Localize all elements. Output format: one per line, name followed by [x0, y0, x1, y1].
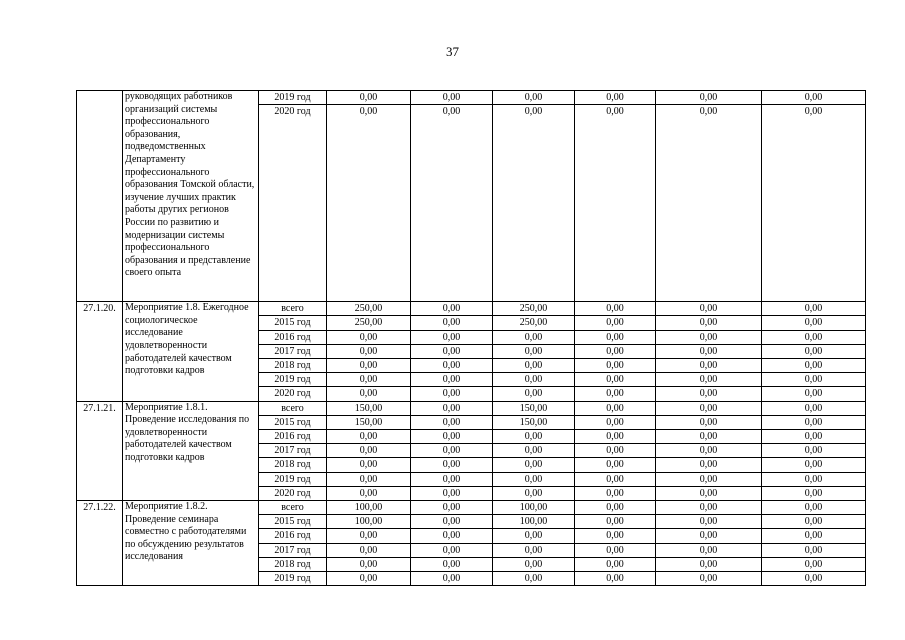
value-cell: 150,00	[327, 401, 411, 415]
table-body	[77, 91, 866, 586]
value-cell: 0,00	[411, 359, 493, 373]
year-cell: 2018 год	[259, 458, 327, 472]
value-cell: 0,00	[656, 515, 762, 529]
value-cell: 0,00	[656, 105, 762, 302]
value-cell: 0,00	[493, 105, 575, 302]
value-cell: 0,00	[575, 529, 656, 543]
value-cell: 0,00	[411, 572, 493, 586]
value-cell: 0,00	[762, 543, 866, 557]
code-cell: 27.1.21.	[77, 401, 123, 500]
value-cell: 0,00	[411, 316, 493, 330]
year-cell: 2018 год	[259, 557, 327, 571]
value-cell: 150,00	[493, 415, 575, 429]
value-cell: 0,00	[656, 359, 762, 373]
year-cell: 2016 год	[259, 430, 327, 444]
value-cell: 0,00	[762, 330, 866, 344]
value-cell: 0,00	[493, 543, 575, 557]
code-cell: 27.1.20.	[77, 302, 123, 401]
value-cell: 0,00	[327, 472, 411, 486]
value-cell: 0,00	[656, 501, 762, 515]
value-cell: 0,00	[575, 501, 656, 515]
value-cell: 0,00	[327, 557, 411, 571]
value-cell: 150,00	[493, 401, 575, 415]
code-cell: 27.1.22.	[77, 501, 123, 586]
value-cell: 0,00	[575, 458, 656, 472]
value-cell: 0,00	[411, 486, 493, 500]
value-cell: 0,00	[327, 430, 411, 444]
value-cell: 0,00	[656, 486, 762, 500]
value-cell: 0,00	[575, 344, 656, 358]
value-cell: 0,00	[656, 430, 762, 444]
value-cell: 0,00	[493, 458, 575, 472]
value-cell: 250,00	[327, 302, 411, 316]
value-cell: 0,00	[762, 529, 866, 543]
value-cell: 0,00	[411, 401, 493, 415]
value-cell: 0,00	[411, 543, 493, 557]
value-cell: 0,00	[762, 430, 866, 444]
value-cell: 0,00	[493, 472, 575, 486]
value-cell: 0,00	[411, 387, 493, 401]
value-cell: 0,00	[411, 430, 493, 444]
year-cell: 2019 год	[259, 572, 327, 586]
year-cell: всего	[259, 401, 327, 415]
value-cell: 0,00	[575, 373, 656, 387]
value-cell: 0,00	[575, 316, 656, 330]
value-cell: 0,00	[327, 344, 411, 358]
value-cell: 100,00	[493, 515, 575, 529]
value-cell: 0,00	[656, 472, 762, 486]
value-cell: 0,00	[575, 572, 656, 586]
value-cell: 0,00	[656, 91, 762, 105]
value-cell: 0,00	[327, 91, 411, 105]
value-cell: 0,00	[656, 458, 762, 472]
value-cell: 0,00	[411, 105, 493, 302]
year-cell: всего	[259, 302, 327, 316]
value-cell: 0,00	[411, 415, 493, 429]
year-cell: 2020 год	[259, 486, 327, 500]
value-cell: 0,00	[327, 373, 411, 387]
value-cell: 0,00	[575, 444, 656, 458]
value-cell: 0,00	[762, 557, 866, 571]
value-cell: 0,00	[327, 105, 411, 302]
value-cell: 0,00	[327, 572, 411, 586]
value-cell: 0,00	[411, 344, 493, 358]
value-cell: 0,00	[327, 387, 411, 401]
table-row	[77, 401, 866, 415]
value-cell: 0,00	[327, 529, 411, 543]
value-cell: 0,00	[575, 543, 656, 557]
value-cell: 0,00	[656, 543, 762, 557]
value-cell: 0,00	[411, 330, 493, 344]
value-cell: 0,00	[762, 458, 866, 472]
value-cell: 0,00	[656, 316, 762, 330]
value-cell: 0,00	[762, 91, 866, 105]
value-cell: 0,00	[762, 401, 866, 415]
value-cell: 0,00	[493, 344, 575, 358]
value-cell: 250,00	[493, 316, 575, 330]
value-cell: 0,00	[656, 302, 762, 316]
year-cell: 2015 год	[259, 415, 327, 429]
value-cell: 0,00	[327, 444, 411, 458]
value-cell: 100,00	[493, 501, 575, 515]
year-cell: 2017 год	[259, 444, 327, 458]
value-cell: 0,00	[575, 330, 656, 344]
value-cell: 0,00	[493, 330, 575, 344]
value-cell: 0,00	[411, 302, 493, 316]
year-cell: 2020 год	[259, 387, 327, 401]
year-cell: 2019 год	[259, 91, 327, 105]
value-cell: 250,00	[327, 316, 411, 330]
value-cell: 0,00	[575, 557, 656, 571]
value-cell: 0,00	[656, 330, 762, 344]
value-cell: 0,00	[656, 557, 762, 571]
value-cell: 0,00	[762, 344, 866, 358]
description-cell: Мероприятие 1.8.2. Проведение семинара совместно с работодателями по обсуждению результатов исследования	[123, 501, 259, 586]
value-cell: 0,00	[762, 515, 866, 529]
value-cell: 0,00	[575, 387, 656, 401]
value-cell: 0,00	[411, 91, 493, 105]
value-cell: 0,00	[411, 444, 493, 458]
table-row	[77, 302, 866, 316]
value-cell: 0,00	[327, 458, 411, 472]
value-cell: 0,00	[575, 472, 656, 486]
value-cell: 0,00	[411, 515, 493, 529]
value-cell: 0,00	[327, 359, 411, 373]
value-cell: 0,00	[327, 543, 411, 557]
value-cell: 0,00	[493, 572, 575, 586]
year-cell: 2017 год	[259, 344, 327, 358]
value-cell: 0,00	[493, 444, 575, 458]
value-cell: 0,00	[327, 330, 411, 344]
value-cell: 0,00	[762, 501, 866, 515]
value-cell: 0,00	[575, 515, 656, 529]
value-cell: 0,00	[762, 387, 866, 401]
value-cell: 0,00	[762, 572, 866, 586]
value-cell: 0,00	[656, 344, 762, 358]
year-cell: 2019 год	[259, 373, 327, 387]
value-cell: 0,00	[411, 501, 493, 515]
value-cell: 0,00	[575, 430, 656, 444]
value-cell: 0,00	[493, 430, 575, 444]
value-cell: 0,00	[493, 91, 575, 105]
value-cell: 0,00	[656, 572, 762, 586]
value-cell: 0,00	[493, 486, 575, 500]
budget-table	[76, 90, 866, 586]
table-row	[77, 91, 866, 105]
value-cell: 0,00	[493, 359, 575, 373]
value-cell: 0,00	[575, 359, 656, 373]
value-cell: 0,00	[411, 472, 493, 486]
description-cell: руководящих работников организаций системы профессионального образования, подведомственных Департаменту профессионального образования Томской области, изучение лучших практик работы других регионов России по развитию и модернизации системы профессионального образования и представление своего опыта	[123, 91, 259, 302]
value-cell: 0,00	[762, 415, 866, 429]
value-cell: 0,00	[656, 373, 762, 387]
year-cell: 2016 год	[259, 330, 327, 344]
value-cell: 0,00	[575, 401, 656, 415]
value-cell: 0,00	[411, 458, 493, 472]
value-cell: 0,00	[493, 557, 575, 571]
value-cell: 0,00	[656, 401, 762, 415]
year-cell: 2020 год	[259, 105, 327, 302]
value-cell: 0,00	[762, 105, 866, 302]
value-cell: 250,00	[493, 302, 575, 316]
year-cell: всего	[259, 501, 327, 515]
value-cell: 0,00	[411, 373, 493, 387]
value-cell: 0,00	[656, 415, 762, 429]
year-cell: 2018 год	[259, 359, 327, 373]
value-cell: 0,00	[762, 359, 866, 373]
value-cell: 0,00	[575, 415, 656, 429]
code-cell	[77, 91, 123, 302]
year-cell: 2019 год	[259, 472, 327, 486]
value-cell: 100,00	[327, 515, 411, 529]
value-cell: 150,00	[327, 415, 411, 429]
value-cell: 0,00	[493, 387, 575, 401]
value-cell: 0,00	[411, 529, 493, 543]
value-cell: 0,00	[762, 316, 866, 330]
value-cell: 0,00	[762, 373, 866, 387]
value-cell: 0,00	[575, 302, 656, 316]
description-cell: Мероприятие 1.8.1. Проведение исследования по удовлетворенности работодателей качеством подготовки кадров	[123, 401, 259, 500]
table-row	[77, 501, 866, 515]
value-cell: 0,00	[762, 486, 866, 500]
value-cell: 0,00	[762, 302, 866, 316]
value-cell: 0,00	[656, 387, 762, 401]
value-cell: 0,00	[575, 105, 656, 302]
value-cell: 0,00	[411, 557, 493, 571]
value-cell: 0,00	[493, 529, 575, 543]
value-cell: 0,00	[656, 529, 762, 543]
value-cell: 0,00	[762, 444, 866, 458]
year-cell: 2016 год	[259, 529, 327, 543]
value-cell: 0,00	[493, 373, 575, 387]
value-cell: 0,00	[575, 486, 656, 500]
value-cell: 0,00	[762, 472, 866, 486]
year-cell: 2015 год	[259, 515, 327, 529]
year-cell: 2015 год	[259, 316, 327, 330]
description-cell: Мероприятие 1.8. Ежегодное социологическое исследование удовлетворенности работодателей качеством подготовки кадров	[123, 302, 259, 401]
value-cell: 0,00	[327, 486, 411, 500]
value-cell: 0,00	[575, 91, 656, 105]
page-number: 37	[446, 44, 459, 59]
value-cell: 100,00	[327, 501, 411, 515]
value-cell: 0,00	[656, 444, 762, 458]
year-cell: 2017 год	[259, 543, 327, 557]
